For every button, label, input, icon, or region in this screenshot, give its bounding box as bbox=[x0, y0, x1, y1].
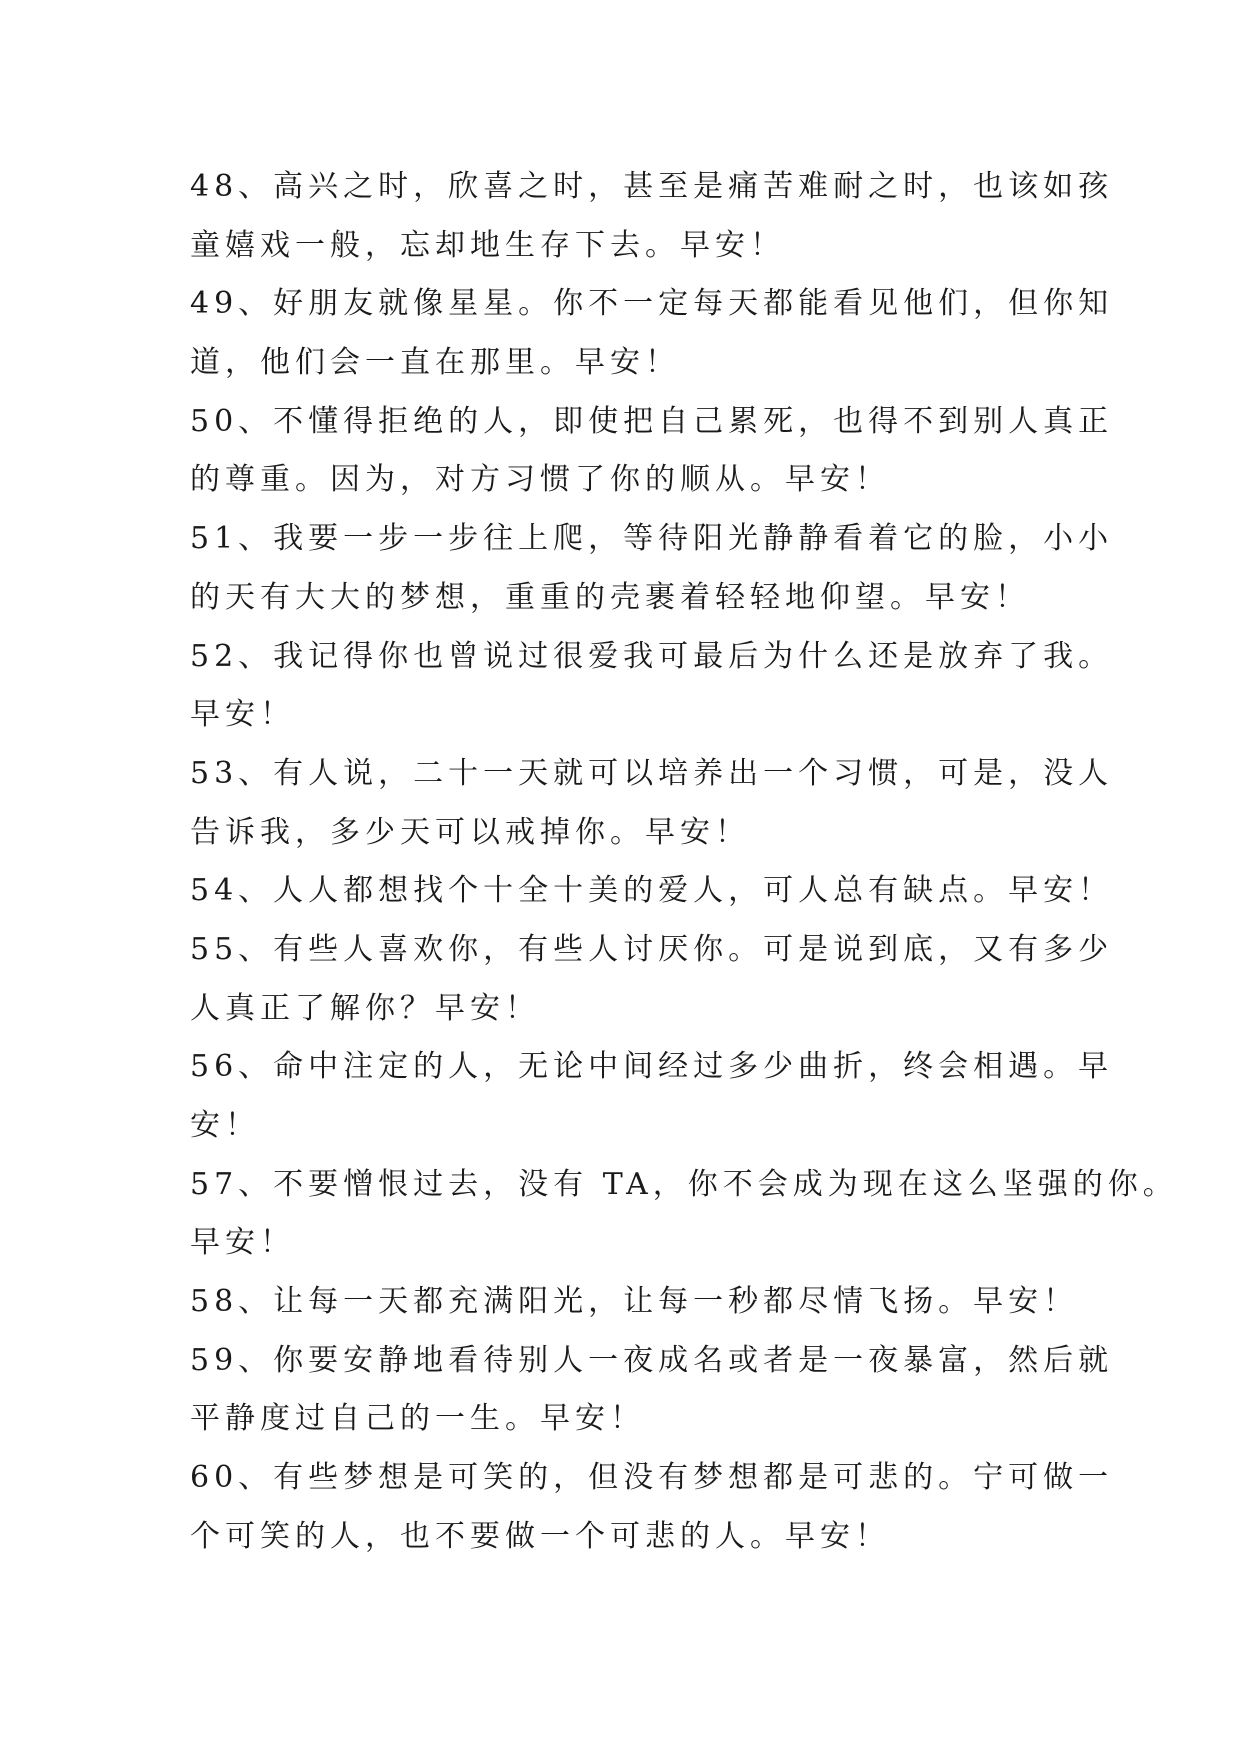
text-line: 48、高兴之时，欣喜之时，甚至是痛苦难耐之时，也该如孩 bbox=[190, 169, 1114, 204]
text-line: 的尊重。因为，对方习惯了你的顺从。早安！ bbox=[190, 462, 890, 498]
text-line: 60、有些梦想是可笑的，但没有梦想都是可悲的。宁可做一 bbox=[190, 1460, 1114, 1496]
text-line: 57、不要憎恨过去，没有 TA，你不会成为现在这么坚强的你。 bbox=[190, 1166, 1178, 1202]
text-line: 人真正了解你？早安！ bbox=[190, 990, 540, 1026]
text-line: 55、有些人喜欢你，有些人讨厌你。可是说到底，又有多少 bbox=[190, 931, 1114, 967]
text-line: 50、不懂得拒绝的人，即使把自己累死，也得不到别人真正 bbox=[190, 403, 1114, 439]
text-line: 58、让每一天都充满阳光，让每一秒都尽情飞扬。早安！ bbox=[190, 1284, 1079, 1320]
text-line: 告诉我，多少天可以戒掉你。早安！ bbox=[190, 814, 750, 850]
text-line: 平静度过自己的一生。早安！ bbox=[190, 1401, 645, 1437]
text-line: 51、我要一步一步往上爬，等待阳光静静看着它的脸，小小 bbox=[190, 521, 1114, 557]
text-line: 59、你要安静地看待别人一夜成名或者是一夜暴富，然后就 bbox=[190, 1342, 1114, 1378]
text-line: 49、好朋友就像星星。你不一定每天都能看见他们，但你知 bbox=[190, 286, 1114, 322]
text-line: 早安！ bbox=[190, 1225, 295, 1261]
text-line: 个可笑的人，也不要做一个可悲的人。早安！ bbox=[190, 1518, 890, 1554]
text-line: 52、我记得你也曾说过很爱我可最后为什么还是放弃了我。 bbox=[190, 638, 1114, 674]
text-line: 的天有大大的梦想，重重的壳裹着轻轻地仰望。早安！ bbox=[190, 579, 1030, 615]
text-line: 安！ bbox=[190, 1108, 260, 1143]
text-line: 早安！ bbox=[190, 697, 295, 733]
text-line: 53、有人说，二十一天就可以培养出一个习惯，可是，没人 bbox=[190, 755, 1114, 791]
document-body bbox=[190, 158, 1178, 1567]
text-line: 56、命中注定的人，无论中间经过多少曲折，终会相遇。早 bbox=[190, 1049, 1114, 1085]
text-line: 童嬉戏一般，忘却地生存下去。早安！ bbox=[190, 227, 785, 263]
text-line: 道，他们会一直在那里。早安！ bbox=[190, 345, 680, 381]
text-line: 54、人人都想找个十全十美的爱人，可人总有缺点。早安！ bbox=[190, 873, 1114, 909]
